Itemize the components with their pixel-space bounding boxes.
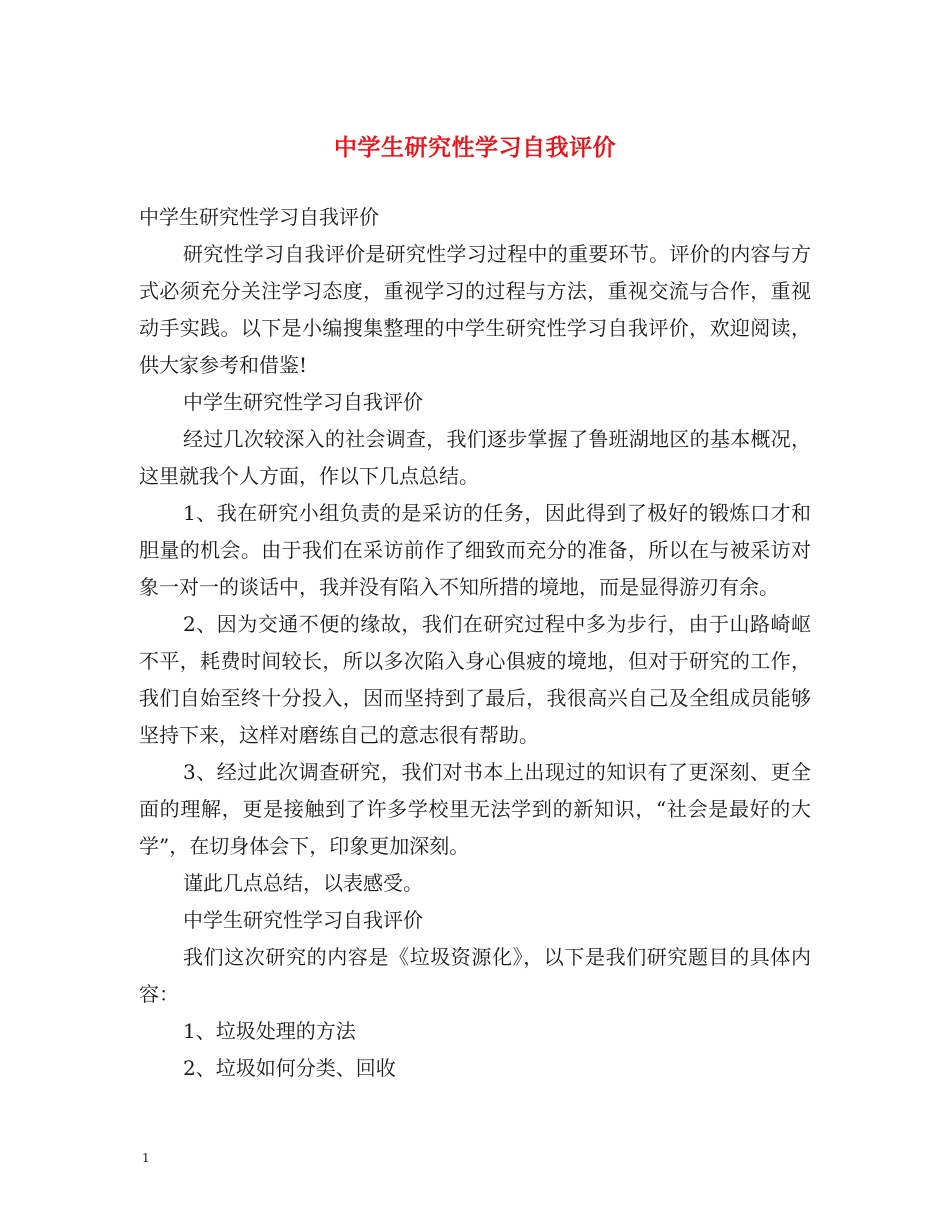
- paragraph-research-topic: 我们这次研究的内容是《垃圾资源化》，以下是我们研究题目的具体内容：: [139, 945, 811, 1006]
- paragraph-subtitle: 中学生研究性学习自我评价: [139, 205, 379, 229]
- paragraph-intro: 研究性学习自我评价是研究性学习过程中的重要环节。评价的内容与方式必须充分关注学习态度，重视学习的过程与方法，重视交流与合作，重视动手实践。以下是小编搜集整理的中学生研究性学习自我评价，欢迎阅读，供大家参考和借鉴!: [139, 242, 811, 377]
- paragraph-point-1: 1、我在研究小组负责的是采访的任务，因此得到了极好的锻炼口才和胆量的机会。由于我们在采访前作了细致而充分的准备，所以在与被采访对象一对一的谈话中，我并没有陷入不知所措的境地，而是显得游刃有余。: [139, 501, 811, 599]
- paragraph-point-3: 3、经过此次调查研究，我们对书本上出现过的知识有了更深刻、更全面的理解，更是接触到了许多学校里无法学到的新知识，“社会是最好的大学”，在切身体会下，印象更加深刻。: [139, 760, 811, 858]
- page-number: 1: [142, 1151, 150, 1165]
- document-body: [139, 199, 811, 1087]
- paragraph-list-item-2: 2、垃圾如何分类、回收: [183, 1056, 396, 1080]
- document-title: 中学生研究性学习自我评价: [334, 135, 616, 161]
- paragraph-list-item-1: 1、垃圾处理的方法: [183, 1019, 356, 1043]
- paragraph-section-heading-1: 中学生研究性学习自我评价: [183, 390, 423, 414]
- paragraph-point-2: 2、因为交通不便的缘故，我们在研究过程中多为步行，由于山路崎岖不平，耗费时间较长，所以多次陷入身心俱疲的境地，但对于研究的工作，我们自始至终十分投入，因而坚持到了最后，我很高兴自己及全组成员能够坚持下来，这样对磨练自己的意志很有帮助。: [139, 612, 811, 747]
- paragraph-survey-summary: 经过几次较深入的社会调查，我们逐步掌握了鲁班湖地区的基本概况，这里就我个人方面，作以下几点总结。: [139, 427, 811, 488]
- paragraph-section-heading-2: 中学生研究性学习自我评价: [183, 908, 423, 932]
- paragraph-closing: 谨此几点总结，以表感受。: [183, 871, 423, 895]
